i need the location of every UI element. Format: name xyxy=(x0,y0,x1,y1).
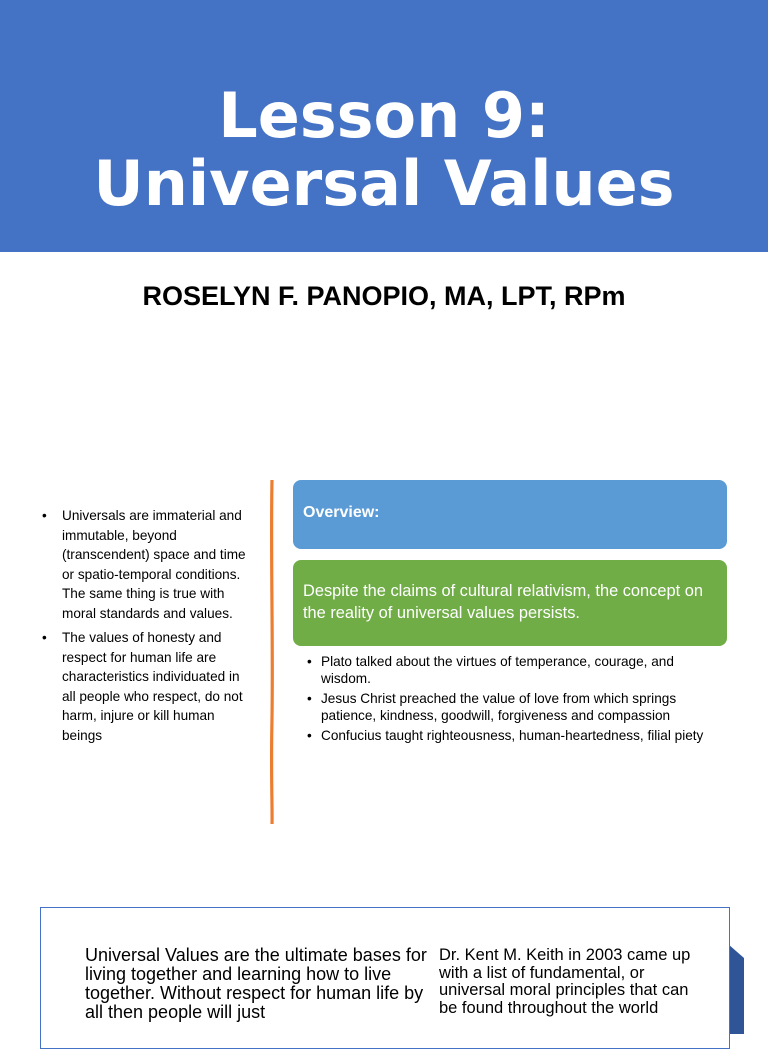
overview-box xyxy=(293,480,727,549)
bullet-text: The values of honesty and respect for human life are characteristics individuated in all people who respect, do not harm, injure or kill human beings xyxy=(62,630,243,743)
title-line-2: Universal Values xyxy=(93,147,675,220)
slide-title xyxy=(0,79,768,220)
claim-box xyxy=(293,560,727,646)
bullet-icon: • xyxy=(307,728,312,743)
title-line-1: Lesson 9: xyxy=(218,79,550,152)
bullet-icon: • xyxy=(42,630,47,645)
claim-text: Despite the claims of cultural relativism, the concept on the reality of universal values persists. xyxy=(303,582,703,622)
bullet-icon: • xyxy=(42,508,47,523)
bullet-text: Jesus Christ preached the value of love from which springs patience, kindness, goodwill, forgiveness and compassion xyxy=(321,691,677,723)
bullet-text: Plato talked about the virtues of temperance, courage, and wisdom. xyxy=(321,654,674,686)
bullet-icon: • xyxy=(307,654,312,669)
orange-divider xyxy=(270,480,274,824)
author-name: ROSELYN F. PANOPIO, MA, LPT, RPm xyxy=(142,281,626,311)
keith-text: Dr. Kent M. Keith in 2003 came up with a list of fundamental, or universal moral principles that can be found throughout the world xyxy=(439,946,691,1017)
title-banner xyxy=(0,0,768,252)
list-item xyxy=(303,654,723,687)
bullet-text: Universals are immaterial and immutable, beyond (transcendent) space and time or spatio-temporal conditions. The same thing is true with moral standards and values. xyxy=(62,508,246,621)
list-item xyxy=(303,728,723,745)
bullet-text: Confucius taught righteousness, human-heartedness, filial piety xyxy=(321,728,704,743)
overview-label: Overview: xyxy=(303,504,380,521)
right-bullet-list xyxy=(303,654,723,749)
card-tab xyxy=(728,944,744,1034)
universal-values-text: Universal Values are the ultimate bases for living together and learning how to live together. Without respect for human life by all then people will just xyxy=(85,945,427,1022)
list-item xyxy=(36,506,250,623)
bullet-icon: • xyxy=(307,691,312,706)
left-bullet-list xyxy=(36,506,250,750)
list-item xyxy=(36,628,250,745)
list-item xyxy=(303,691,723,724)
